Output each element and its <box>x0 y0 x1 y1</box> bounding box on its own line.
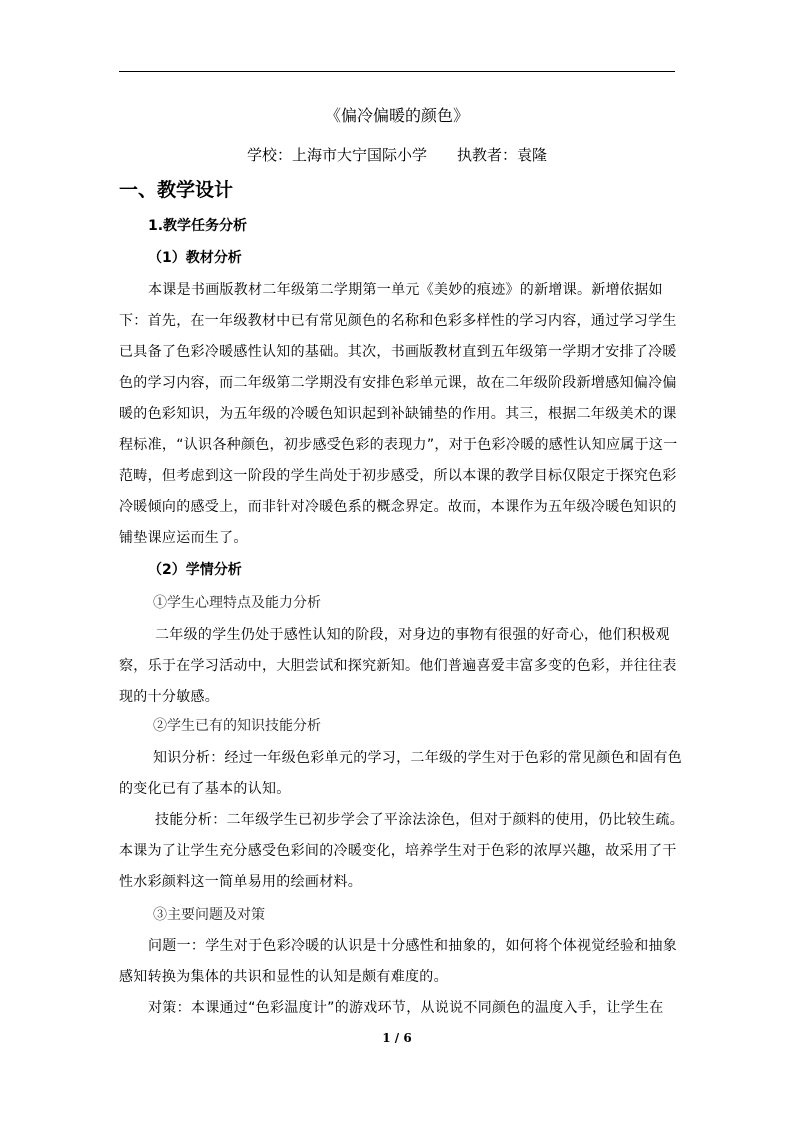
section-heading: 一、教学设计 <box>119 179 234 201</box>
paragraph-line: 已具备了色彩冷暖感性认知的基础。其次，书画版教材直到五年级第一学期才安排了冷暖 <box>119 344 677 360</box>
author-line <box>0 145 794 165</box>
paragraph-line: 下：首先，在一年级教材中已有常见颜色的名称和色彩多样性的学习内容，通过学习学生 <box>119 313 677 329</box>
subsection-heading: 1.教学任务分析 <box>148 218 248 234</box>
paragraph-line: 本课为了让学生充分感受色彩间的冷暖变化，培养学生对于色彩的浓厚兴趣，故采用了干 <box>119 843 677 859</box>
paragraph-line: 铺垫课应运而生了。 <box>119 530 248 546</box>
paragraph-line: 二年级的学生仍处于感性认知的阶段，对身边的事物有很强的好奇心，他们积极观 <box>155 627 670 643</box>
paragraph-line: 的变化已有了基本的认知。 <box>119 781 291 797</box>
document-title: 《偏冷偏暖的颜色》 <box>324 106 469 125</box>
subsubsection-heading: （1）教材分析 <box>148 250 242 266</box>
school-name: 学校：上海市大宁国际小学 <box>246 146 427 164</box>
paragraph-line: 程标准，“认识各种颜色，初步感受色彩的表现力”，对于色彩冷暖的感性认知应属于这一 <box>119 437 678 453</box>
paragraph-line: 色的学习内容，而二年级第二学期没有安排色彩单元课，故在二年级阶段新增感知偏冷偏 <box>119 375 677 391</box>
item-heading: ①学生心理特点及能力分析 <box>153 595 321 611</box>
paragraph-line: 本课是书画版教材二年级第二学期第一单元《美妙的痕迹》的新增课。新增依据如 <box>148 282 663 298</box>
header-rule <box>119 71 675 72</box>
paragraph-line: 性水彩颜料这一简单易用的绘画材料。 <box>119 874 363 890</box>
paragraph-line: 暖的色彩知识，为五年级的冷暖色知识起到补缺铺垫的作用。其三，根据二年级美术的课 <box>119 406 677 422</box>
paragraph-line: 问题一：学生对于色彩冷暖的认识是十分感性和抽象的，如何将个体视觉经验和抽象 <box>148 938 678 954</box>
paragraph-line: 感知转换为集体的共识和显性的认知是颇有难度的。 <box>119 969 448 985</box>
subsubsection-heading: （2）学情分析 <box>148 562 242 578</box>
paragraph-line: 察，乐于在学习活动中，大胆尝试和探究新知。他们普遍喜爱丰富多变的色彩，并往往表 <box>119 658 677 674</box>
paragraph-line: 冷暖倾向的感受上，而非针对冷暖色系的概念界定。故而，本课作为五年级冷暖色知识的 <box>119 499 677 515</box>
paragraph-line: 对策：本课通过“色彩温度计”的游戏环节，从说说不同颜色的温度入手，让学生在 <box>148 1000 664 1016</box>
paragraph-line: 知识分析：经过一年级色彩单元的学习，二年级的学生对于色彩的常见颜色和固有色 <box>153 750 683 766</box>
paragraph-line: 现的十分敏感。 <box>119 689 220 705</box>
item-heading: ③主要问题及对策 <box>153 907 265 923</box>
page-number: 1 / 6 <box>382 1031 412 1045</box>
item-heading: ②学生已有的知识技能分析 <box>153 718 321 734</box>
paragraph-line: 范畴，但考虑到这一阶段的学生尚处于初步感受，所以本课的教学目标仅限定于探究色彩 <box>119 468 677 484</box>
paragraph-line: 技能分析：二年级学生已初步学会了平涂法涂色，但对于颜料的使用，仍比较生疏。 <box>155 812 685 828</box>
teacher-name: 执教者：袁隆 <box>457 146 548 164</box>
